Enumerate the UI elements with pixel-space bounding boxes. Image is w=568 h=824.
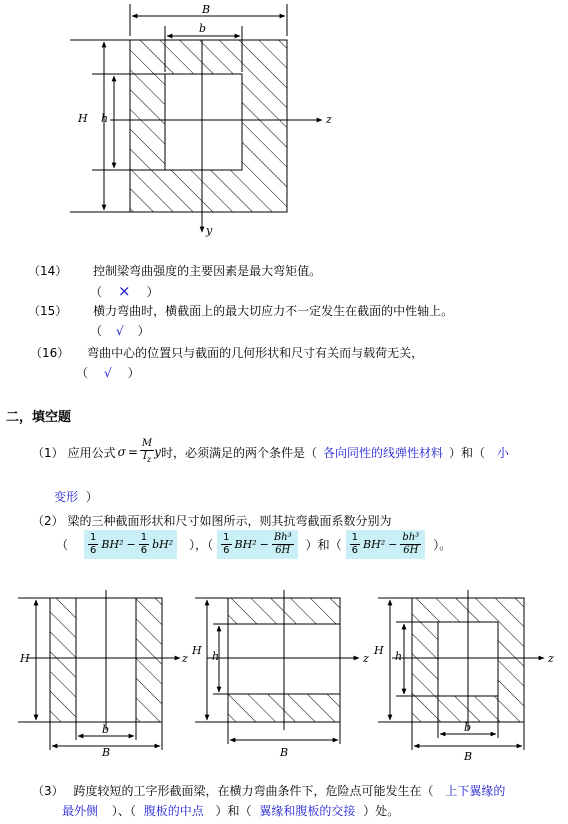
judgment-16 xyxy=(30,344,423,361)
formula-answer-3: $\frac{1}{6}$ BH² − $\frac{\text{bh³}}{6H}$ xyxy=(346,530,426,559)
section-figure-3 xyxy=(368,590,568,765)
q3-answer-3: 翼缘和腹板的交接 xyxy=(259,804,356,818)
question-3: （3） 跨度较短的工字形截面梁，在横力弯曲条件下，危险点可能发生在（ 上下翼缘的 xyxy=(32,784,506,798)
svg-text:h: h xyxy=(212,650,220,663)
question-3-cont: 最外侧 ）、（ 腹板的中点 ）和（ 翼缘和腹板的交接 ）处。 xyxy=(62,804,400,818)
question-1-cont: 变形 ） xyxy=(54,490,98,504)
label-H: H xyxy=(78,112,88,125)
section-title: 二，填空题 xyxy=(6,410,72,425)
svg-text:z: z xyxy=(182,652,188,665)
svg-text:H: H xyxy=(192,644,202,657)
label-y: y xyxy=(206,224,213,237)
q15-num: （15） xyxy=(28,304,68,318)
svg-text:B: B xyxy=(464,750,473,763)
section-figure-1 xyxy=(8,590,193,760)
q1-answer-2a: 小 xyxy=(497,445,510,460)
svg-text:B: B xyxy=(280,746,289,759)
q3-answer-1b: 最外侧 xyxy=(62,804,99,818)
svg-text:z: z xyxy=(363,652,369,665)
svg-text:b: b xyxy=(464,721,472,734)
svg-text:H: H xyxy=(374,644,384,657)
svg-text:B: B xyxy=(102,746,111,759)
question-2: （2） 梁的三种截面形状和尺寸如图所示，则其抗弯截面系数分别为 xyxy=(32,514,392,528)
judgment-14 xyxy=(28,262,321,279)
judgment-16-answer: （ √ ） xyxy=(76,366,140,380)
check-mark-icon: √ xyxy=(116,324,124,338)
formula-answer-2: $\frac{1}{6}$ BH² − $\frac{\text{Bh³}}{6H}$ xyxy=(217,530,298,559)
judgment-15-answer: （ √ ） xyxy=(90,324,150,338)
question-1: （1） 应用公式 σ = $\frac{M}{I_z}$ y 时，必须满足的两个条件是（ 各向同性的线弹性材料 ）和（ 小 xyxy=(32,438,510,464)
label-z: z xyxy=(326,113,332,126)
q16-text: 弯曲中心的位置只与截面的几何形状和尺寸有关而与载荷无关， xyxy=(87,346,424,360)
section-figure-2 xyxy=(183,590,383,770)
label-h: h xyxy=(101,112,109,125)
top-section-figure xyxy=(60,0,350,240)
svg-text:b: b xyxy=(102,723,110,736)
cross-mark-icon: × xyxy=(118,282,131,300)
svg-text:H: H xyxy=(20,652,30,665)
check-mark-icon: √ xyxy=(104,366,112,380)
question-2-answers: （ $\frac{1}{6}$ BH² − $\frac{1}{6}$ bH² ），（ $\frac{1}{6}$ BH² − $\frac{\text{Bh³}}{6H}$ ）和（ $\frac{1}{6}$ BH² − $\frac{\text{bh³}}{6H}$ ）。 xyxy=(56,530,451,559)
q14-num: （14） xyxy=(28,264,68,278)
formula-fraction: $\frac{M}{I_z}$ xyxy=(141,438,153,464)
svg-text:h: h xyxy=(395,650,403,663)
judgment-15 xyxy=(28,302,453,319)
label-B: B xyxy=(202,3,211,16)
label-b: b xyxy=(199,22,207,35)
q3-answer-1a: 上下翼缘的 xyxy=(445,784,506,798)
q16-num: （16） xyxy=(30,346,70,360)
q1-answer-2b: 变形 xyxy=(54,490,79,504)
judgment-14-answer: （ × ） xyxy=(90,282,159,300)
formula-answer-1: $\frac{1}{6}$ BH² − $\frac{1}{6}$ bH² xyxy=(84,530,177,559)
q3-answer-2: 腹板的中点 xyxy=(143,804,204,818)
q15-text: 横力弯曲时，横截面上的最大切应力不一定发生在截面的中性轴上。 xyxy=(93,304,454,318)
q14-text: 控制梁弯曲强度的主要因素是最大弯矩值。 xyxy=(93,264,322,278)
q1-answer-1: 各向同性的线弹性材料 xyxy=(322,445,443,460)
svg-text:z: z xyxy=(548,652,554,665)
